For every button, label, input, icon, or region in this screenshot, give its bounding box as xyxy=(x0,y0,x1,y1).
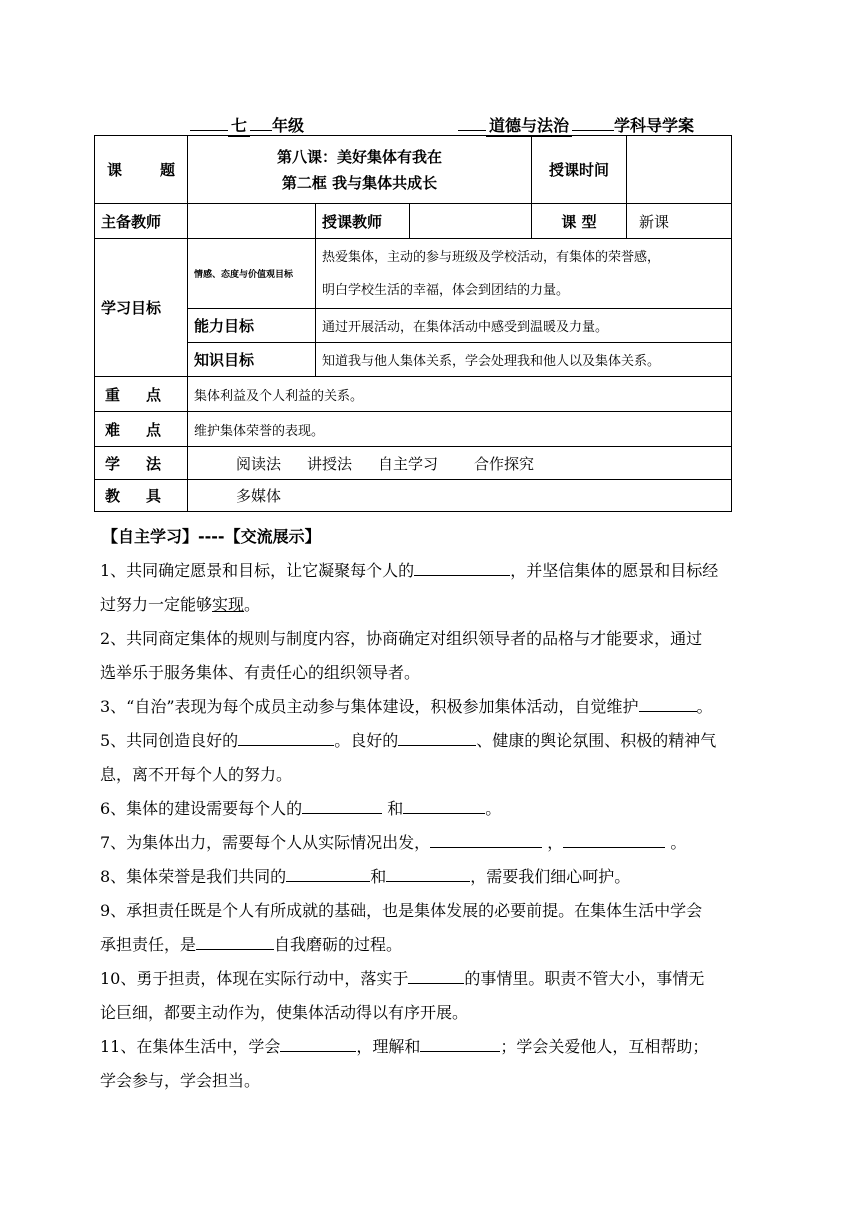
goal-ability-text: 通过开展活动，在集体活动中感受到温暖及力量。 xyxy=(316,309,732,343)
difficulty-text: 维护集体荣誉的表现。 xyxy=(188,412,732,447)
main-teacher-label: 主备教师 xyxy=(95,204,188,239)
item-10-cont: 论巨细，都要主动作为，使集体活动得以有序开展。 xyxy=(100,1003,469,1022)
method-item: 合作探究 xyxy=(474,454,535,473)
item-5-cont: 息，离不开每个人的努力。 xyxy=(100,765,293,784)
goal-emotion-line-1: 热爱集体，主动的参与班级及学校活动，有集体的荣誉感， xyxy=(322,249,661,265)
topic-line-1: 第八课：美好集体有我在 xyxy=(277,147,443,166)
item-11: 11、在集体生活中，学会 ，理解和 ；学会关爱他人，互相帮助； xyxy=(100,1030,762,1064)
method-label: 学 法 xyxy=(95,447,188,480)
topic-cell xyxy=(188,136,532,204)
document-header xyxy=(0,108,860,134)
lesson-info-table xyxy=(94,135,732,512)
fill-blank[interactable] xyxy=(563,829,665,848)
fill-blank[interactable] xyxy=(238,727,334,746)
method-item: 阅读法 xyxy=(236,454,282,473)
fill-blank[interactable] xyxy=(386,863,470,882)
goal-emotion-line-2: 明白学校生活的幸福，体会到团结的力量。 xyxy=(322,282,570,298)
fill-blank[interactable] xyxy=(403,795,485,814)
grade-value: 七 xyxy=(228,116,250,137)
item-9-cont: 承担责任，是 自我磨砺的过程。 xyxy=(100,928,762,962)
fill-blank[interactable] xyxy=(414,557,510,576)
teacher-label: 授课教师 xyxy=(316,204,410,239)
time-value-cell xyxy=(627,136,732,204)
fill-blank[interactable] xyxy=(196,931,274,950)
fill-blank[interactable] xyxy=(430,829,542,848)
key-point-text: 集体利益及个人利益的关系。 xyxy=(188,377,732,412)
type-value: 新课 xyxy=(627,204,732,239)
goal-emotion-text xyxy=(316,239,732,309)
item-7: 7、为集体出力，需要每个人从实际情况出发， ， 。 xyxy=(100,826,762,860)
goals-label: 学习目标 xyxy=(95,239,188,377)
item-11-cont: 学会参与，学会担当。 xyxy=(100,1071,261,1090)
difficulty-label: 难 点 xyxy=(95,412,188,447)
fill-blank[interactable] xyxy=(639,693,697,712)
section-title: 【自主学习】----【交流展示】 xyxy=(102,527,321,546)
item-8: 8、集体荣誉是我们共同的 和 ，需要我们细心呵护。 xyxy=(100,860,762,894)
grade-blank xyxy=(190,110,228,131)
goal-ability-label: 能力目标 xyxy=(188,309,316,343)
methods-cell xyxy=(188,447,732,480)
item-6: 6、集体的建设需要每个人的 和 。 xyxy=(100,792,762,826)
teacher-value xyxy=(410,204,532,239)
type-label: 课 型 xyxy=(532,204,627,239)
tools-label: 教 具 xyxy=(95,480,188,512)
subject-label: 学科导学案 xyxy=(614,116,695,135)
fill-blank[interactable] xyxy=(286,863,370,882)
goal-emotion-label: 情感、态度与价值观目标 xyxy=(188,239,316,309)
self-study-section xyxy=(102,520,762,1098)
subject-heading xyxy=(458,110,694,137)
topic-line-2: 第二框 我与集体共成长 xyxy=(281,173,438,192)
fill-blank[interactable] xyxy=(408,965,464,984)
fill-blank[interactable] xyxy=(398,727,476,746)
subject-value: 道德与法治 xyxy=(486,116,572,137)
grade-heading xyxy=(190,110,304,137)
grade-blank-tail xyxy=(250,110,272,131)
tools-text: 多媒体 xyxy=(188,480,732,512)
main-teacher-value xyxy=(188,204,316,239)
subject-blank-tail xyxy=(572,110,614,131)
goal-knowledge-text: 知道我与他人集体关系，学会处理我和他人以及集体关系。 xyxy=(316,343,732,377)
item-2: 2、共同商定集体的规则与制度内容，协商确定对组织领导者的品格与才能要求，通过 xyxy=(100,629,703,648)
method-item: 讲授法 xyxy=(307,454,353,473)
item-9: 9、承担责任既是个人有所成就的基础，也是集体发展的必要前提。在集体生活中学会 xyxy=(100,901,703,920)
item-1: 1、共同确定愿景和目标，让它凝聚每个人的 ，并坚信集体的愿景和目标经 xyxy=(100,554,762,588)
fill-blank[interactable] xyxy=(302,795,382,814)
item-3: 3、“自治”表现为每个成员主动参与集体建设，积极参加集体活动，自觉维护 。 xyxy=(100,690,762,724)
topic-label-cell: 课 题 xyxy=(95,136,188,204)
key-point-label: 重 点 xyxy=(95,377,188,412)
item-1-cont: 过努力一定能够实现。 xyxy=(100,595,261,614)
subject-blank xyxy=(458,110,486,131)
goal-knowledge-label: 知识目标 xyxy=(188,343,316,377)
time-label: 授课时间 xyxy=(532,136,627,204)
item-2-cont: 选举乐于服务集体、有责任心的组织领导者。 xyxy=(100,663,421,682)
grade-label: 年级 xyxy=(272,116,305,135)
method-item: 自主学习 xyxy=(378,454,439,473)
item-5: 5、共同创造良好的 。良好的 、健康的舆论氛围、积极的精神气 xyxy=(100,724,762,758)
underlined-word: 实现 xyxy=(212,595,245,614)
fill-blank[interactable] xyxy=(280,1033,356,1052)
fill-blank[interactable] xyxy=(420,1033,500,1052)
item-10: 10、勇于担责，体现在实际行动中，落实于 的事情里。职责不管大小，事情无 xyxy=(100,962,762,996)
